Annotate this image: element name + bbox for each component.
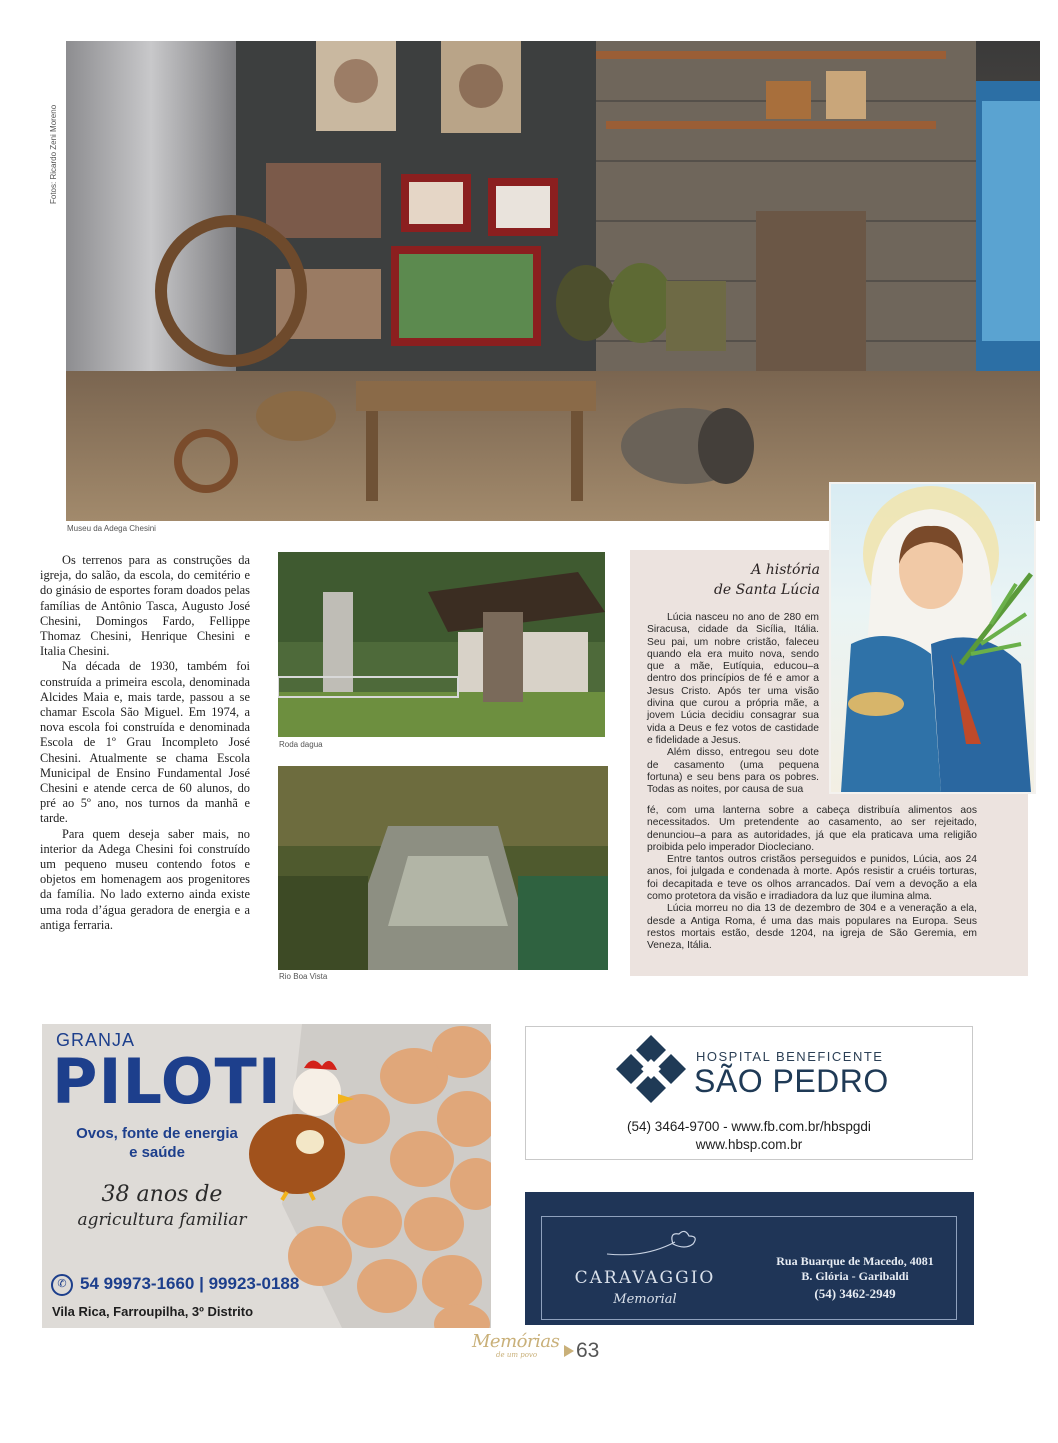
caravaggio-address1: Rua Buarque de Macedo, 4081 [776,1254,934,1268]
santa-lucia-title-line2: de Santa Lúcia [713,582,820,598]
museum-photo [66,41,1040,521]
piloti-years [42,1182,282,1232]
caravaggio-address2: B. Glória - Garibaldi [801,1269,909,1283]
rio-boa-vista-illustration [278,766,608,970]
piloti-brand-big: PILOTI [52,1045,282,1118]
santa-lucia-paragraph: Lúcia nasceu no ano de 280 em Siracusa, cidade da Sicília, Itália. Seu pai, um nobre cristão, faleceu quando ela era muito nova, sendo que a mãe, Eutíquia, educou–a dentro dos princípios de fé e amor a Jesus Cristo. Após ter uma visão divina que curou a própria mãe, a jovem Lúcia decidiu consagrar sua vida a Deus e fez votos de castidade e fidelidade a Jesus. [647,612,819,746]
piloti-address: Vila Rica, Farroupilha, 3º Distrito [52,1304,254,1319]
roda-dagua-caption: Roda dagua [279,740,323,749]
ad-granja-piloti[interactable] [42,1024,491,1328]
piloti-years-line2: agricultura familiar [77,1210,247,1230]
santa-lucia-text-narrow [647,612,819,796]
roda-dagua-illustration [278,552,605,737]
piloti-slogan-line1: Ovos, fonte de energia [76,1125,238,1142]
article-paragraph: Para quem deseja saber mais, no interior da Adega Chesini foi construído um pequeno museu contendo fotos e objetos em homenagem aos progenitores da família. No lado externo ainda existe uma roda d’água geradora de energia e a antiga ferraria. [40,826,250,932]
footer-logo [470,1331,570,1373]
santa-lucia-text-wide [647,805,977,953]
santa-lucia-paragraph: Lúcia morreu no dia 13 de dezembro de 304 e a veneração a ela, desde a Antiga Roma, é uma das mais populares na Europa. Seus restos mortais estão, desde 1204, na igreja de São Geremia, em Veneza, Itália. [647,903,977,952]
piloti-phone[interactable]: 54 99973-1660 | 99923-0188 [80,1274,300,1293]
museum-photo-illustration [66,41,1040,521]
santa-lucia-illustration [831,484,1034,792]
santa-lucia-paragraph: fé, com uma lanterna sobre a cabeça distribuía alimentos aos necessitados. Um pretendente ao casamento, ao ser rejeitado, denunciou–a para as autoridades, já que ela praticava uma religião proibida pelo imperador Diocleciano. [647,805,977,853]
photo-credit: Fotos: Ricardo Zeni Moreno [49,104,58,204]
piloti-slogan [42,1124,272,1162]
santa-lucia-title-line1: A história [751,562,820,578]
article-body [40,553,250,933]
hospital-site[interactable]: www.hbsp.com.br [695,1137,803,1152]
flower-icon [605,1228,705,1260]
piloti-brand-small: GRANJA [56,1030,136,1050]
rio-boa-vista-photo [278,766,608,970]
article-paragraph: Os terrenos para as construções da igreja, do salão, da escola, do cemitério e do ginásio de esportes foram doados pelas famílias de Antônio Tasca, Augusto José Chesini, Domingos Fardo, Fellippe Thomaz Chesini, Henrique Chesini e Italia Chesini. [40,553,250,659]
ad-hospital-sao-pedro[interactable] [525,1026,973,1160]
hospital-contact[interactable]: (54) 3464-9700 - www.fb.com.br/hbspgdi [627,1119,871,1134]
santa-lucia-paragraph: Além disso, entregou seu dote de casamento (uma pequena fortuna) e seu bens para os pobres. Todas as noites, por causa de sua [647,747,819,796]
hospital-name-line1: HOSPITAL BENEFICENTE [696,1049,884,1064]
piloti-slogan-line2: e saúde [129,1144,185,1161]
whatsapp-icon: ✆ [51,1274,73,1296]
hospital-name-line2: SÃO PEDRO [694,1063,889,1099]
roda-dagua-photo [278,552,605,737]
museum-photo-caption: Museu da Adega Chesini [67,524,156,533]
caravaggio-phone[interactable]: (54) 3462-2949 [814,1286,896,1301]
footer-logo-line1: Memórias [472,1331,560,1352]
article-paragraph: Na década de 1930, também foi construída a primeira escola, denominada Alcides Maia e, mais tarde, passou a se chamar Escola São Miguel. Em 1974, a nova escola foi construída e denominada Escola de 1º Grau Incompleto José Chesini. Atualmente se chama Escola Municipal de Ensino Fundamental José Chesini e atende cerca de 60 alunos, do pré ao 5º ano, nos turnos da manhã e tarde. [40,659,250,826]
santa-lucia-title [655,560,820,600]
caravaggio-sub: Memorial [613,1292,677,1307]
ad-caravaggio-memorial[interactable] [525,1192,974,1325]
santa-lucia-painting [829,482,1036,794]
hospital-logo-icon [614,1033,688,1105]
piloti-years-line1: 38 anos de [101,1182,223,1207]
page-number: 63 [576,1339,600,1362]
caravaggio-name: CARAVAGGIO [574,1268,716,1288]
page-arrow-icon [563,1344,575,1358]
rio-boa-vista-caption: Rio Boa Vista [279,972,328,981]
footer-logo-line2: de um povo [496,1351,538,1359]
santa-lucia-paragraph: Entre tantos outros cristãos perseguidos e punidos, Lúcia, aos 24 anos, foi julgada e condenada à morte. Após resistir a cruéis torturas, foi decapitada e teve os olhos arrancados. Daí vem a devoção a ela como protetora da visão e irradiadora da luz que ilumina alma. [647,854,977,903]
caravaggio-contact [755,1254,955,1301]
